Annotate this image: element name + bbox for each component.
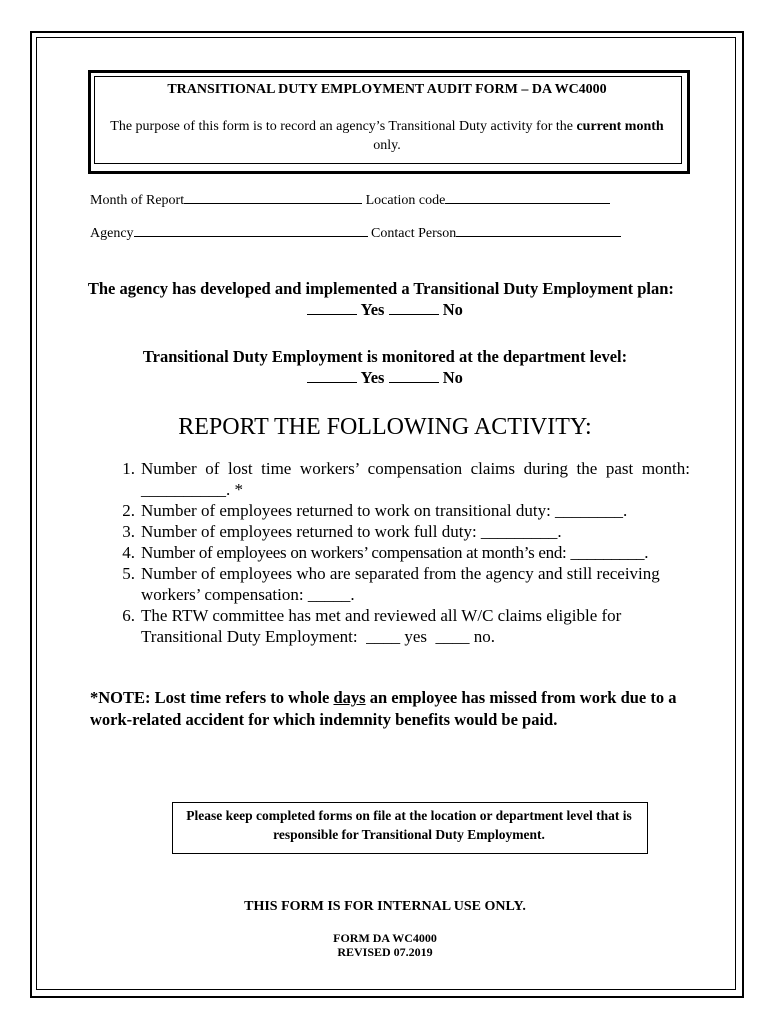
item-text xyxy=(141,605,690,647)
list-item xyxy=(100,563,690,605)
list-item xyxy=(100,521,690,542)
item-number: 3. xyxy=(122,522,135,541)
activity-list xyxy=(100,458,690,647)
plan-yes-label: Yes xyxy=(360,300,385,319)
note-emphasis: days xyxy=(333,688,366,707)
contact-person-field[interactable] xyxy=(456,222,621,237)
month-of-report-label: Month of Report xyxy=(90,193,185,208)
item-question: Number of employees returned to work full duty: xyxy=(141,522,477,541)
item-blank[interactable]: _________ xyxy=(480,522,558,541)
form-code: FORM DA WC4000 xyxy=(333,931,437,945)
contact-person-label: Contact Person xyxy=(371,226,457,241)
location-code-field[interactable] xyxy=(445,189,610,204)
agency-field[interactable] xyxy=(134,222,368,237)
agency-row xyxy=(90,222,621,242)
item-number: 6. xyxy=(122,606,135,625)
item-question: Number of employees returned to work on transitional duty: xyxy=(141,501,551,520)
plan-question-text: The agency has developed and implemented a Transitional Duty Employment plan: xyxy=(87,279,674,298)
purpose-end: only. xyxy=(373,138,401,153)
item-suffix: . xyxy=(623,501,628,520)
item-suffix: . xyxy=(350,585,355,604)
item-blank[interactable]: __________ xyxy=(141,480,226,499)
note xyxy=(90,687,690,731)
item-number: 1. xyxy=(122,459,135,478)
list-item xyxy=(100,500,690,521)
item-text xyxy=(141,521,690,542)
monitor-yes-label: Yes xyxy=(360,368,385,387)
plan-yes-field[interactable] xyxy=(307,300,357,315)
note-text-end: an employee has missed from work due to a work-related accident for which indemnity benefits would be paid. xyxy=(90,688,677,729)
item-suffix: . * xyxy=(226,480,243,499)
item-number: 2. xyxy=(122,501,135,520)
item-yes-label: yes xyxy=(400,627,428,646)
monitor-no-field[interactable] xyxy=(389,368,439,383)
item-suffix: . xyxy=(644,543,649,562)
revised-date: REVISED 07.2019 xyxy=(337,945,433,959)
month-of-report-field[interactable] xyxy=(184,189,362,204)
item-blank-yes[interactable]: ____ xyxy=(366,627,401,646)
item-text xyxy=(141,458,690,500)
purpose-emphasis: current month xyxy=(576,119,664,134)
monitor-yes-field[interactable] xyxy=(307,368,357,383)
item-number: 5. xyxy=(122,564,135,583)
item-number: 4. xyxy=(122,543,135,562)
list-item xyxy=(100,605,690,647)
list-item xyxy=(100,458,690,500)
location-code-label: Location code xyxy=(365,193,446,208)
agency-label: Agency xyxy=(90,226,134,241)
item-suffix: . xyxy=(557,522,562,541)
report-heading: REPORT THE FOLLOWING ACTIVITY: xyxy=(178,414,592,440)
internal-use-notice: THIS FORM IS FOR INTERNAL USE ONLY. xyxy=(244,899,526,914)
item-question: Number of lost time workers’ compensation claims during the past month: xyxy=(141,459,690,478)
form-purpose xyxy=(104,117,670,155)
item-blank-no[interactable]: ____ xyxy=(435,627,470,646)
note-text: *NOTE: Lost time refers to whole xyxy=(90,688,334,707)
item-question: Number of employees on workers’ compensation at month’s end: xyxy=(141,543,567,562)
monitor-question-text: Transitional Duty Employment is monitored at the department level: xyxy=(142,347,628,366)
item-no-label: no. xyxy=(469,627,496,646)
monitor-no-label: No xyxy=(442,368,463,387)
form-code-block xyxy=(80,931,690,959)
item-text xyxy=(141,563,690,605)
report-row xyxy=(90,189,610,209)
form-title: TRANSITIONAL DUTY EMPLOYMENT AUDIT FORM – DA WC4000 xyxy=(167,82,607,97)
item-question: The RTW committee has met and reviewed all W/C claims eligible for Transitional Duty Employment: xyxy=(141,606,622,646)
item-text xyxy=(141,542,690,563)
item-text xyxy=(141,500,690,521)
plan-no-label: No xyxy=(442,300,463,319)
plan-question xyxy=(80,278,690,320)
plan-no-field[interactable] xyxy=(389,300,439,315)
item-blank[interactable]: _____ xyxy=(307,585,351,604)
item-blank[interactable]: _________ xyxy=(570,543,645,562)
keep-notice: Please keep completed forms on file at the location or department level that is responsible for Transitional Duty Employment. xyxy=(186,808,632,842)
monitor-question xyxy=(80,346,690,388)
item-blank[interactable]: ________ xyxy=(555,501,624,520)
purpose-text: The purpose of this form is to record an agency’s Transitional Duty activity for the xyxy=(110,119,577,134)
item-question: Number of employees who are separated from the agency and still receiving workers’ compensation: xyxy=(141,564,660,604)
list-item xyxy=(100,542,690,563)
